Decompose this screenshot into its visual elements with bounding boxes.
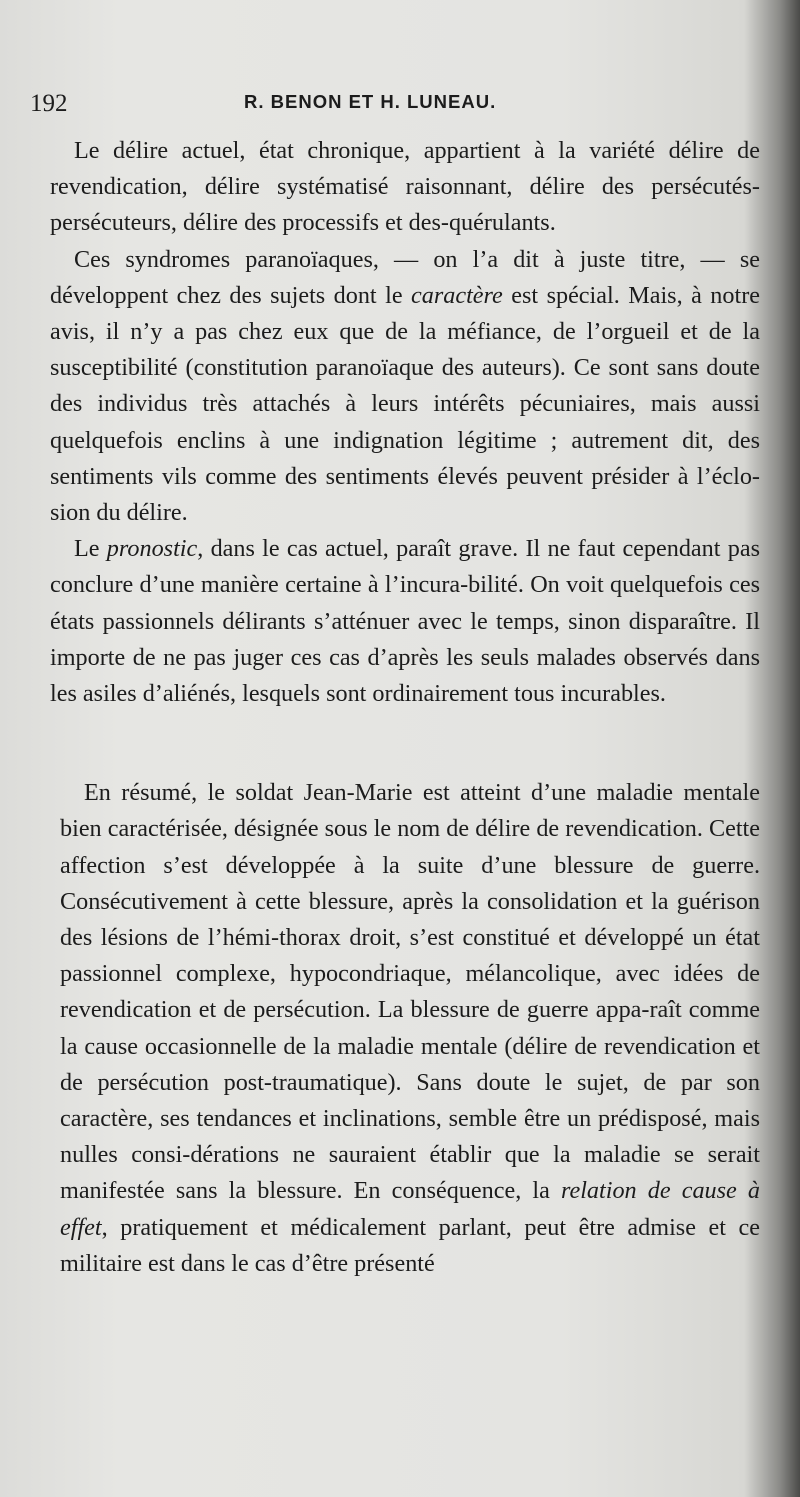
running-head: R. BENON ET H. LUNEAU. [244,91,497,112]
emphasis-pronostic: pronostic [106,535,198,563]
paragraph-resume: En résumé, le soldat Jean-Marie est atteint d’une maladie mentale bien caractérisée, désignée sous le nom de délire de revendication. Cette affection s’est développée à la suite d’une blessure de guerre. Consécutivement à cette blessure, après la consolidation et la guérison des lésions de l’hémi-thorax droit, s’est constitué et développé un état passionnel complexe, hypocondriaque, mélancolique, avec idées de revendication et de persécution. La blessure de guerre appa-raît comme la cause occasionnelle de la maladie mentale (délire de revendication et de persécution post-traumatique). Sans doute le sujet, de par son caractère, ses tendances et inclinations, semble être un prédisposé, mais nulles consi-dérations ne sauraient établir que la maladie se serait manifestée sans la blessure. En conséquence, la relation de cause à effet, pratiquement et médicalement parlant, peut être admise et ce militaire est dans le cas d’être présenté [60,779,761,1277]
page-number: 192 [30,90,68,117]
paragraph-syndromes: Ces syndromes paranoïaques, — on l’a dit à juste titre, — se développent chez des sujets dont le caractère est spécial. Mais, à notre avis, il n’y a pas chez eux que de la méfiance, de l’orgueil et de la susceptibilité (constitution paranoïaque des auteurs). Ce sont sans doute des individus très attachés à leurs intérêts pécuniaires, mais aussi quelquefois enclins à une indignation légitime ; autrement dit, des sentiments vils comme des sentiments élevés peuvent présider à l’éclo-sion du délire. [50,245,760,527]
page-header [0,90,800,120]
emphasis-relation-cause-effet: relation de cause à effet [60,1177,761,1241]
emphasis-caractere: caractère [411,281,503,309]
section-break [50,712,760,775]
body-text [50,133,760,1282]
paragraph-delire-actuel: Le délire actuel, état chronique, appartient à la variété délire de revendication, délire systématisé raisonnant, délire des persécutés-persécuteurs, délire des processifs et des-quérulants. [50,137,760,237]
paragraph-pronostic: Le pronostic, dans le cas actuel, paraît grave. Il ne faut cependant pas conclure d’une manière certaine à l’incura-bilité. On voit quelquefois ces états passionnels délirants s’atténuer avec le temps, sinon disparaître. Il importe de ne pas juger ces cas d’après les seuls malades observés dans les asiles d’aliénés, lesquels sont ordinairement tous incurables. [50,535,760,708]
